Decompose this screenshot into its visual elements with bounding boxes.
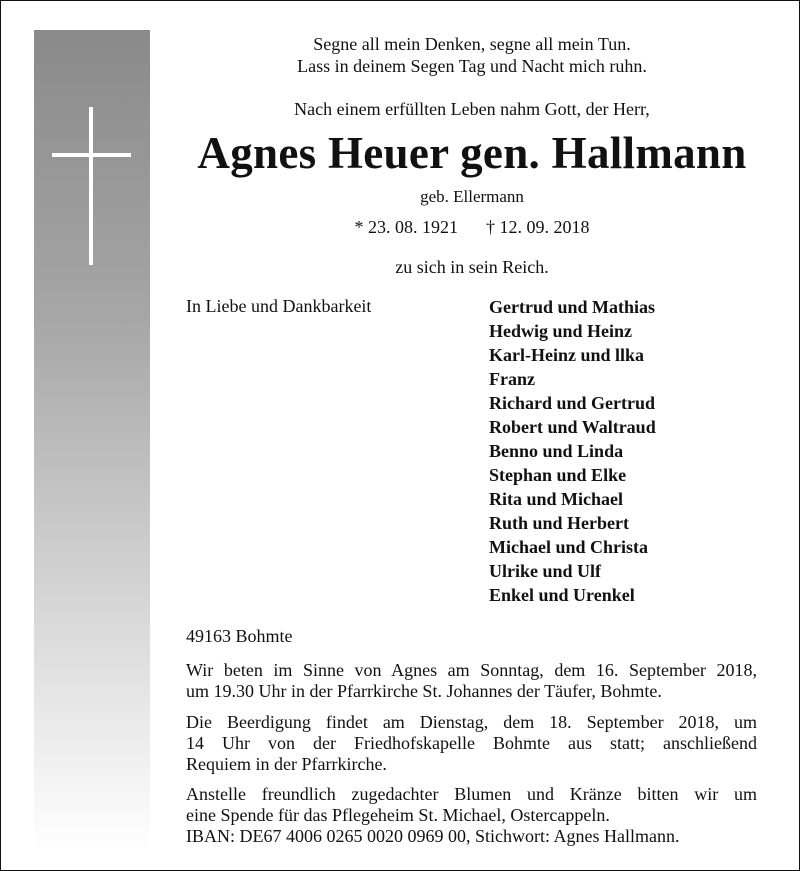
mourner-name: Franz [489,369,535,389]
paragraph-line: IBAN: DE67 4006 0265 0020 0969 00, Stichwort: Agnes Hallmann. [186,826,680,846]
cross-icon-bar [52,153,131,157]
paragraph-line: Die Beerdigung findet am Dienstag, dem 18. September 2018, um [186,712,757,732]
paragraph-line: Wir beten im Sinne von Agnes am Sonntag, dem 16. September 2018, [186,660,757,680]
mourner-name: Hedwig und Heinz [489,321,633,341]
mourner-name: Karl-Heinz und llka [489,345,645,365]
life-dates [186,216,758,238]
paragraph-line: Anstelle freundlich zugedachter Blumen und Kränze bitten wir um [186,784,757,804]
cross-icon [89,107,93,265]
mourner-name: Ulrike und Ulf [489,561,602,581]
donation-paragraph [186,784,757,847]
mourner-name: Rita und Michael [489,489,624,509]
mourner-name: Gertrud und Mathias [489,297,656,317]
death-date: † 12. 09. 2018 [486,217,590,237]
mourner-name: Benno und Linda [489,441,624,461]
deceased-name: Agnes Heuer gen. Hallmann [197,128,747,178]
verse-line: Segne all mein Denken, segne all mein Tun. [313,34,631,54]
prayer-paragraph [186,660,757,702]
mourner-name: Richard und Gertrud [489,393,656,413]
signature-label: In Liebe und Dankbarkeit [186,296,372,316]
intro-text: Nach einem erfüllten Leben nahm Gott, der Herr, [294,99,650,119]
closing-text: zu sich in sein Reich. [395,257,549,277]
place: 49163 Bohmte [186,626,293,646]
verse [186,33,758,77]
paragraph-line: Requiem in der Pfarrkirche. [186,754,387,774]
paragraph-line: 14 Uhr von der Friedhofskapelle Bohmte aus statt; anschließend [186,733,757,753]
mourner-name: Enkel und Urenkel [489,585,635,605]
mourner-name: Michael und Christa [489,537,649,557]
mourner-name: Robert und Waltraud [489,417,656,437]
birth-name: geb. Ellermann [420,187,524,206]
mourners-list [489,295,656,607]
mourner-name: Ruth und Herbert [489,513,630,533]
birth-date: * 23. 08. 1921 [354,217,458,237]
paragraph-line: um 19.30 Uhr in der Pfarrkirche St. Johannes der Täufer, Bohmte. [186,681,662,701]
mourner-name: Stephan und Elke [489,465,627,485]
funeral-paragraph [186,712,757,775]
verse-line: Lass in deinem Segen Tag und Nacht mich ruhn. [297,56,647,76]
paragraph-line: eine Spende für das Pflegeheim St. Michael, Ostercappeln. [186,805,610,825]
